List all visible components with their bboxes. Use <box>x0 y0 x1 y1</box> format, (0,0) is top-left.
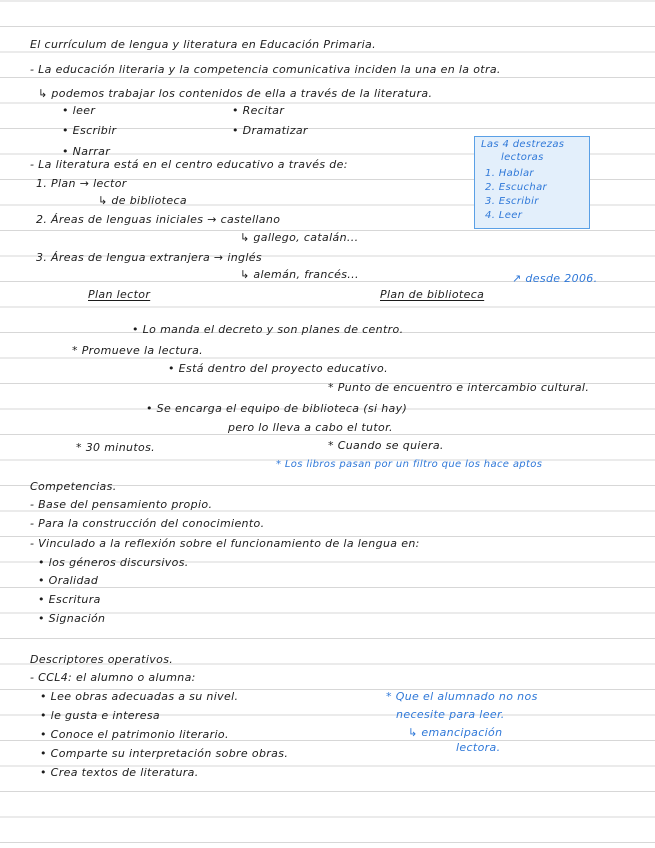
skills-item: 4. Leer <box>485 210 523 221</box>
competencia-subitem: • Signación <box>38 612 106 625</box>
competencia-item: - Base del pensamiento propio. <box>30 498 213 511</box>
page-title: El currículum de lengua y literatura en Educación Primaria. <box>30 38 376 51</box>
plan-line: 1. Plan → lector <box>36 177 127 190</box>
activity-item: • Escribir <box>62 124 117 137</box>
descriptor-item: • Comparte su interpretación sobre obras. <box>40 747 289 760</box>
plans-promote: * Promueve la lectura. <box>72 344 204 357</box>
school-intro: - La literatura está en el centro educativo a través de: <box>30 158 348 171</box>
competencia-item: - Vinculado a la reflexión sobre el funcionamiento de la lengua en: <box>30 537 420 550</box>
activity-item: • Recitar <box>232 104 285 117</box>
filter-note: * Los libros pasan por un filtro que los hace aptos <box>276 459 543 470</box>
areas-line-sub: ↳ alemán, francés... <box>240 268 359 281</box>
plans-team-2: pero lo lleva a cabo el tutor. <box>228 421 393 434</box>
skills-box-title: Las 4 destrezas <box>481 139 565 150</box>
plans-decree: • Lo manda el decreto y son planes de centro. <box>132 323 404 336</box>
descriptores-note-1: * Que el alumnado no nos <box>386 690 538 703</box>
descriptores-note-2: necesite para leer. <box>396 708 505 721</box>
areas-line-sub: ↳ gallego, catalán... <box>240 231 359 244</box>
plans-when: * Cuando se quiera. <box>328 439 444 452</box>
activity-item: • Narrar <box>62 145 111 158</box>
descriptor-item: • Crea textos de literatura. <box>40 766 199 779</box>
plans-meeting: * Punto de encuentro e intercambio cultural. <box>328 381 590 394</box>
descriptores-ccl: - CCL4: el alumno o alumna: <box>30 671 196 684</box>
descriptor-item: • Conoce el patrimonio literario. <box>40 728 229 741</box>
competencia-item: - Para la construcción del conocimiento. <box>30 517 265 530</box>
descriptores-note-4: lectora. <box>456 741 501 754</box>
intro-line-1: - La educación literaria y la competencia comunicativa inciden la una en la otra. <box>30 63 501 76</box>
areas-line: 3. Áreas de lengua extranjera → inglés <box>36 251 262 264</box>
areas-line: 2. Áreas de lenguas iniciales → castellano <box>36 213 281 226</box>
plans-team: • Se encarga el equipo de biblioteca (si hay) <box>146 402 408 415</box>
skills-box <box>474 136 590 229</box>
skills-item: 3. Escribir <box>485 196 539 207</box>
competencia-subitem: • Oralidad <box>38 574 99 587</box>
descriptor-item: • Lee obras adecuadas a su nivel. <box>40 690 239 703</box>
descriptores-title: Descriptores operativos. <box>30 653 174 666</box>
competencia-subitem: • Escritura <box>38 593 101 606</box>
descriptor-item: • le gusta e interesa <box>40 709 161 722</box>
activity-item: • leer <box>62 104 96 117</box>
skills-item: 1. Hablar <box>485 168 534 179</box>
skills-item: 2. Escuchar <box>485 182 548 193</box>
activity-item: • Dramatizar <box>232 124 308 137</box>
competencias-title: Competencias. <box>30 480 117 493</box>
plans-project: • Está dentro del proyecto educativo. <box>168 362 388 375</box>
plans-minutes: * 30 minutos. <box>76 441 156 454</box>
heading-plan-lector: Plan lector <box>88 288 151 301</box>
descriptores-note-3: ↳ emancipación <box>408 726 503 739</box>
heading-plan-biblioteca: Plan de biblioteca <box>380 288 485 301</box>
intro-line-2: ↳ podemos trabajar los contenidos de ella a través de la literatura. <box>38 87 433 100</box>
competencia-subitem: • los géneros discursivos. <box>38 556 189 569</box>
plan-line-sub: ↳ de biblioteca <box>98 194 187 207</box>
since-note: ↗ desde 2006. <box>512 272 598 285</box>
skills-box-title-2: lectoras <box>501 152 544 163</box>
